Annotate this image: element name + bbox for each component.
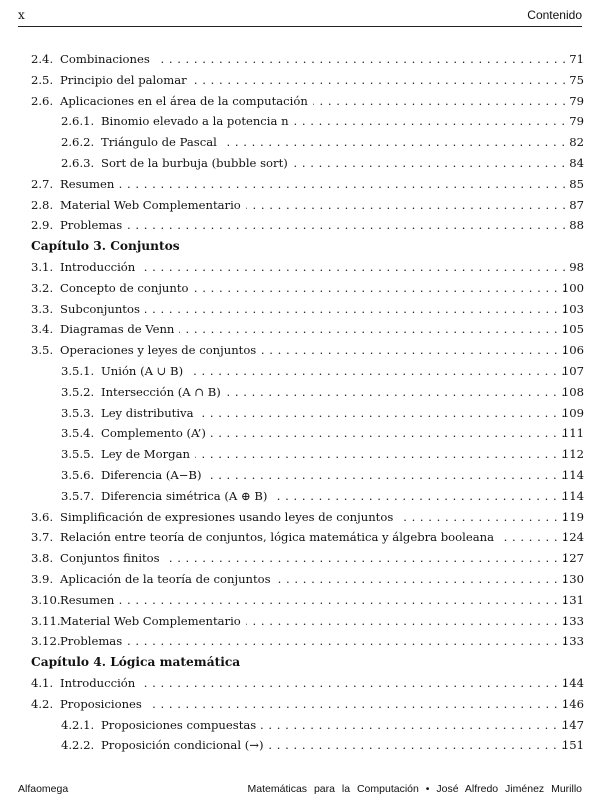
toc-entry[interactable] [0, 486, 600, 507]
toc-entry[interactable] [0, 257, 600, 278]
toc-entry-number: 4.2.1. [61, 717, 95, 732]
toc-entry-title: Triángulo de Pascal [101, 135, 222, 149]
toc-entry-number: 3.5.6. [61, 467, 95, 482]
toc-entry-title-with-leader [101, 382, 566, 403]
toc-entry-title: Concepto de conjunto [60, 281, 194, 295]
toc-entry-title-with-leader [60, 673, 566, 694]
toc-entry-title-with-leader [60, 631, 566, 652]
toc-entry-page: 112 [561, 447, 584, 462]
toc-entry-page: 106 [561, 343, 584, 358]
toc-entry-title: Aplicaciones en el área de la computación [60, 94, 313, 108]
toc-entry-title: Binomio elevado a la potencia n [101, 114, 294, 128]
toc-entry-number: 2.6. [31, 93, 54, 108]
toc-entry[interactable] [0, 569, 600, 590]
toc-entry[interactable] [0, 548, 600, 569]
toc-entry-page: 87 [569, 197, 584, 212]
toc-entry-title-with-leader [60, 507, 566, 528]
toc-entry-page: 147 [561, 717, 584, 732]
toc-entry-number: 2.6.3. [61, 155, 95, 170]
toc-entry-title: Problemas [60, 634, 127, 648]
toc-entry-title: Introducción [60, 676, 140, 690]
toc-entry-page: 114 [561, 488, 584, 503]
toc-entry-title-with-leader [60, 215, 566, 236]
toc-entry-page: 130 [561, 571, 584, 586]
toc-entry-number: 3.5.2. [61, 384, 95, 399]
toc-entry-title: Material Web Complementario [60, 198, 246, 212]
toc-entry-page: 85 [569, 176, 584, 191]
toc-entry-title-with-leader [60, 548, 566, 569]
toc-entry-page: 108 [561, 384, 584, 399]
toc-entry[interactable] [0, 631, 600, 652]
toc-entry-number: 3.7. [31, 530, 54, 545]
chapter-heading: Capítulo 3. Conjuntos [31, 239, 180, 254]
toc-entry-number: 4.2.2. [61, 738, 95, 753]
toc-entry-page: 151 [561, 738, 584, 753]
toc-entry-page: 144 [561, 675, 584, 690]
toc-entry-title-with-leader [60, 527, 566, 548]
toc-entry-title-with-leader [60, 278, 566, 299]
toc-entry-number: 3.5. [31, 343, 54, 358]
toc-entry-number: 3.6. [31, 509, 54, 524]
toc-entry-title-with-leader [60, 694, 566, 715]
toc-entry-title: Introducción [60, 260, 140, 274]
toc-entry-title-with-leader [101, 735, 566, 756]
toc-entry-page: 127 [561, 551, 584, 566]
toc-entry-number: 2.4. [31, 52, 54, 66]
toc-entry[interactable] [0, 715, 600, 736]
toc-entry[interactable] [0, 590, 600, 611]
toc-entry[interactable] [0, 340, 600, 361]
toc-entry-title-with-leader [60, 257, 566, 278]
toc-entry-title-with-leader [60, 611, 566, 632]
toc-entry-number: 2.7. [31, 176, 54, 191]
toc-entry-title: Simplificación de expresiones usando leyes de conjuntos [60, 510, 398, 524]
toc-entry-title: Operaciones y leyes de conjuntos [60, 343, 261, 357]
toc-entry-number: 3.10. [31, 592, 61, 607]
toc-entry-number: 2.9. [31, 218, 54, 233]
toc-entry-title-with-leader [101, 132, 566, 153]
toc-entry[interactable] [0, 70, 600, 91]
toc-entry-title-with-leader [101, 361, 566, 382]
toc-entry[interactable] [0, 132, 600, 153]
toc-entry-number: 3.5.4. [61, 426, 95, 441]
toc-entry-title: Combinaciones [60, 52, 155, 66]
toc-entry-number: 3.5.1. [61, 363, 95, 378]
toc-entry-page: 107 [561, 363, 584, 378]
toc-entry[interactable] [0, 423, 600, 444]
toc-entry[interactable] [0, 694, 600, 715]
toc-entry-title-with-leader [60, 195, 566, 216]
running-head: Contenido [527, 8, 582, 22]
toc-entry-page: 88 [569, 218, 584, 233]
toc-entry-title: Conjuntos finitos [60, 551, 165, 565]
toc-entry-page: 133 [561, 634, 584, 649]
toc-entry-title: Principio del palomar [60, 73, 192, 87]
toc-entry-number: 2.5. [31, 72, 54, 87]
toc-entry-page: 84 [569, 155, 584, 170]
toc-entry[interactable] [0, 215, 600, 236]
toc-entry-page: 133 [561, 613, 584, 628]
toc-entry-number: 3.1. [31, 259, 54, 274]
book-title-author: Matemáticas para la Computación • José Alfredo Jiménez Murillo [247, 783, 582, 795]
toc-entry-title-with-leader [101, 465, 566, 486]
toc-entry-number: 3.5.3. [61, 405, 95, 420]
toc-entry[interactable] [0, 174, 600, 195]
toc-entry-title-with-leader [101, 444, 566, 465]
toc-entry-title: Ley de Morgan [101, 447, 195, 461]
toc-entry-page: 79 [569, 114, 584, 129]
toc-entry-page: 114 [561, 467, 584, 482]
toc-entry-page: 82 [569, 135, 584, 150]
toc-entry[interactable] [0, 49, 600, 70]
toc-entry-title: Ley distributiva [101, 406, 199, 420]
toc-entry-number: 2.6.2. [61, 135, 95, 150]
toc-entry-title-with-leader [60, 340, 566, 361]
toc-entry-number: 3.9. [31, 571, 54, 586]
toc-entry[interactable] [0, 403, 600, 424]
toc-entry-title: Diferencia simétrica (A ⊕ B) [101, 489, 272, 503]
toc-entry-page: 100 [561, 280, 584, 295]
toc-entry-title: Diferencia (A−B) [101, 468, 206, 482]
toc-entry-title: Proposiciones compuestas [101, 718, 261, 732]
toc-entry-number: 3.5.7. [61, 488, 95, 503]
toc-entry-page: 124 [561, 530, 584, 545]
toc-entry-title: Proposiciones [60, 697, 147, 711]
toc-entry-title: Resumen [60, 593, 119, 607]
toc-entry-title-with-leader [60, 70, 566, 91]
toc-entry-page: 111 [561, 426, 584, 441]
toc-entry-title-with-leader [101, 715, 566, 736]
toc-entry-number: 3.8. [31, 551, 54, 566]
table-of-contents [0, 49, 600, 756]
toc-entry-page: 146 [561, 696, 584, 711]
publisher-name: Alfaomega [18, 783, 69, 795]
toc-entry[interactable] [0, 91, 600, 112]
toc-entry-title: Unión (A ∪ B) [101, 364, 188, 378]
toc-entry-title: Resumen [60, 177, 119, 191]
toc-entry-title: Diagramas de Venn [60, 322, 179, 336]
toc-entry[interactable] [0, 153, 600, 174]
toc-entry-title-with-leader [101, 486, 566, 507]
toc-entry-number: 2.6.1. [61, 114, 95, 129]
toc-entry[interactable] [0, 111, 600, 132]
toc-entry-title-with-leader [60, 299, 566, 320]
page-number-roman: x [18, 8, 25, 22]
toc-entry[interactable] [0, 527, 600, 548]
toc-entry-number: 3.4. [31, 322, 54, 337]
toc-entry-title: Material Web Complementario [60, 614, 246, 628]
toc-entry[interactable] [0, 444, 600, 465]
toc-entry-title-with-leader [60, 91, 566, 112]
toc-entry[interactable] [0, 195, 600, 216]
toc-entry-page: 103 [561, 301, 584, 316]
toc-entry-number: 3.5.5. [61, 447, 95, 462]
toc-entry-title: Sort de la burbuja (bubble sort) [101, 156, 293, 170]
toc-entry-number: 4.2. [31, 696, 54, 711]
toc-entry-page: 119 [561, 509, 584, 524]
toc-entry[interactable] [0, 278, 600, 299]
toc-entry-title: Proposición condicional (→) [101, 738, 269, 752]
toc-entry-title-with-leader [60, 569, 566, 590]
toc-entry-number: 3.11. [31, 613, 61, 628]
toc-entry-page: 131 [561, 592, 584, 607]
toc-entry-number: 3.12. [31, 634, 61, 649]
toc-entry[interactable] [0, 507, 600, 528]
toc-entry[interactable] [0, 465, 600, 486]
toc-entry-title: Aplicación de la teoría de conjuntos [60, 572, 276, 586]
toc-entry-title-with-leader [60, 174, 566, 195]
toc-entry-title-with-leader [60, 49, 566, 70]
toc-entry-title: Subconjuntos [60, 302, 145, 316]
page-header [18, 8, 582, 26]
toc-entry-title-with-leader [60, 590, 566, 611]
toc-entry-title-with-leader [101, 423, 566, 444]
toc-entry-title: Intersección (A ∩ B) [101, 385, 226, 399]
toc-entry-number: 2.8. [31, 197, 54, 212]
toc-entry[interactable] [0, 319, 600, 340]
toc-entry-number: 3.3. [31, 301, 54, 316]
toc-entry[interactable] [0, 382, 600, 403]
toc-entry[interactable] [0, 735, 600, 756]
chapter-heading: Capítulo 4. Lógica matemática [31, 655, 241, 670]
toc-entry-number: 4.1. [31, 675, 54, 690]
toc-entry[interactable] [0, 361, 600, 382]
toc-entry[interactable] [0, 673, 600, 694]
toc-entry-title: Complemento (A’) [101, 426, 211, 440]
toc-entry-number: 3.2. [31, 280, 54, 295]
toc-entry-page: 75 [569, 72, 584, 87]
toc-entry-page: 71 [569, 52, 584, 66]
toc-entry-title-with-leader [101, 153, 566, 174]
toc-entry-title-with-leader [101, 403, 566, 424]
toc-entry-page: 79 [569, 93, 584, 108]
toc-entry-page: 105 [561, 322, 584, 337]
toc-entry[interactable] [0, 611, 600, 632]
toc-entry-page: 109 [561, 405, 584, 420]
toc-entry-title-with-leader [101, 111, 566, 132]
toc-entry-page: 98 [569, 259, 584, 274]
header-rule [18, 26, 582, 27]
toc-entry-title: Problemas [60, 218, 127, 232]
toc-entry-title-with-leader [60, 319, 566, 340]
toc-entry-title: Relación entre teoría de conjuntos, lógica matemática y álgebra booleana [60, 530, 499, 544]
toc-entry[interactable] [0, 299, 600, 320]
